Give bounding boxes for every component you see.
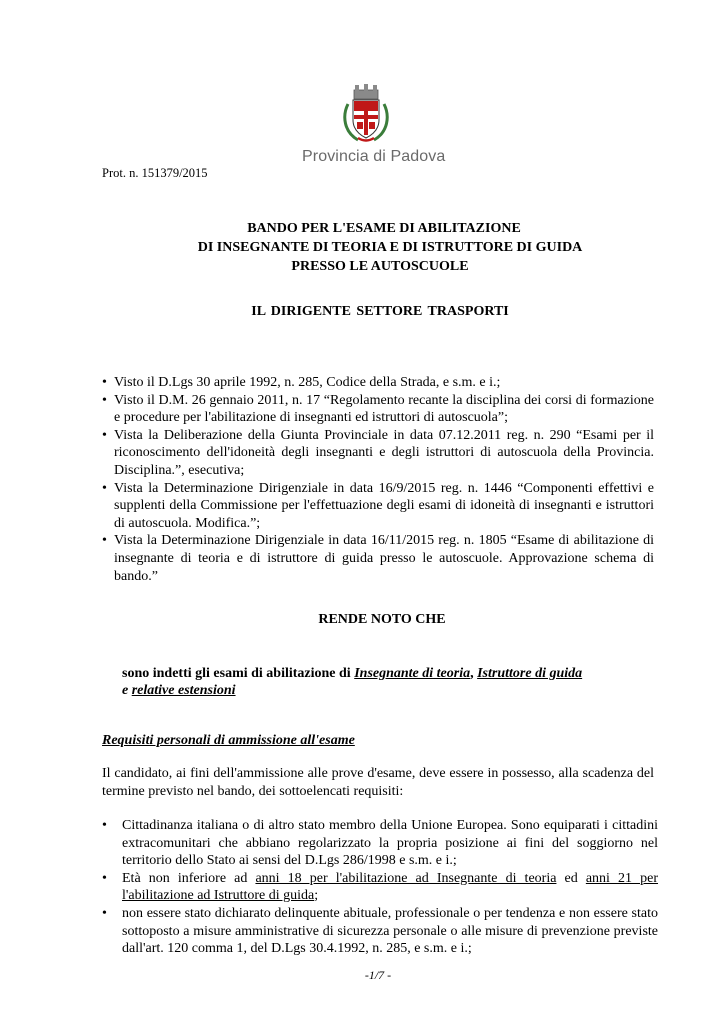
- exam-driving-instructor: Istruttore di guida: [477, 666, 583, 681]
- requirements-list: [102, 817, 658, 958]
- exam-announcement: [122, 665, 632, 699]
- requirement-text: Cittadinanza italiana o di altro stato membro della Unione Europea. Sono equiparati i cittadini extracomunitari che abbiano regolarizzato la propria posizione ai fini del soggiorno nel territorio dello Stato ai sensi del D.Lgs 286/1998 e s.m. e i.;: [122, 818, 658, 869]
- requirement-age-teacher: anni 18 per l'abilitazione ad Insegnante di teoria: [255, 870, 557, 886]
- list-item: [102, 532, 654, 585]
- body-paragraph: Il candidato, ai fini dell'ammissione alle prove d'esame, deve essere in possesso, alla scadenza del termine previsto nel bando, dei sottoelencati requisiti:: [102, 766, 654, 799]
- coat-of-arms-icon: [340, 82, 392, 144]
- exam-extensions: relative estensioni: [131, 683, 236, 698]
- list-item: [102, 427, 654, 480]
- bullet: •: [102, 392, 107, 408]
- list-item: [102, 905, 658, 958]
- section-heading: Requisiti personali di ammissione all'esame: [102, 733, 355, 748]
- requirement-text: non essere stato dichiarato delinquente abituale, professionale o per tendenza e non essere stato sottoposto a misure amministrative di sicurezza personale o alle misure di prevenzione previste dall'art. 120 comma 1, del D.Lgs 30.4.1992, n. 285, e s.m. e i.;: [122, 905, 658, 957]
- list-item: [102, 480, 654, 533]
- separator: ,: [470, 666, 478, 681]
- bullet: •: [102, 870, 107, 886]
- requirement-text: Età non inferiore ad: [122, 870, 256, 886]
- announcement-text: e: [122, 683, 132, 698]
- requirement-text: ed: [556, 870, 586, 886]
- bullet: •: [102, 427, 107, 443]
- announcement-heading: RENDE NOTO CHE: [318, 612, 446, 627]
- requirement-age-instructor: anni 21 per l'abilitazione ad Istruttore di guida: [122, 870, 659, 904]
- bullet: •: [102, 375, 107, 390]
- bullet: •: [102, 480, 107, 496]
- bullet: •: [102, 533, 107, 549]
- list-item: [102, 392, 654, 427]
- title-line-1: BANDO PER L'ESAME DI ABILITAZIONE: [247, 221, 521, 236]
- issuer-heading: IL DIRIGENTE SETTORE TRASPORTI: [251, 304, 509, 319]
- premise-text: Visto il D.Lgs 30 aprile 1992, n. 285, Codice della Strada, e s.m. e i.;: [114, 375, 501, 390]
- title-line-2: DI INSEGNANTE DI TEORIA E DI ISTRUTTORE DI GUIDA: [197, 240, 583, 255]
- document-title: [0, 219, 724, 276]
- premise-text: Vista la Deliberazione della Giunta Provinciale in data 07.12.2011 reg. n. 290 “Esami per il riconoscimento dell'idoneità degli insegnanti e degli istruttori di autoscuola della Provincia. Disciplina.”, esecutiva;: [114, 427, 654, 478]
- announcement-text: sono indetti gli esami di abilitazione di: [122, 666, 355, 681]
- list-item: [102, 374, 654, 392]
- page-number: -1/7 -: [364, 968, 392, 982]
- premise-text: Vista la Determinazione Dirigenziale in data 16/11/2015 reg. n. 1805 “Esame di abilitazione di insegnante di teoria e di istruttore di guida presso le autoscuole. Approvazione schema di bando.”: [114, 533, 654, 584]
- title-line-3: PRESSO LE AUTOSCUOLE: [291, 259, 469, 274]
- premise-text: Visto il D.M. 26 gennaio 2011, n. 17 “Regolamento recante la disciplina dei corsi di formazione e procedure per l'abilitazione di insegnanti ed istruttori di autoscuola”;: [114, 392, 654, 426]
- list-item: [102, 870, 658, 905]
- bullet: •: [102, 905, 107, 921]
- bullet: •: [102, 818, 107, 833]
- protocol-number: Prot. n. 151379/2015: [102, 166, 208, 180]
- list-item: [102, 817, 658, 870]
- premise-text: Vista la Determinazione Dirigenziale in data 16/9/2015 reg. n. 1446 “Componenti effettivi e supplenti della Commissione per l'effettuazione degli esami di idoneità di insegnanti e istruttori di autoscuola. Modifica.”;: [114, 480, 654, 531]
- premises-list: [102, 374, 654, 585]
- organization-name: Provincia di Padova: [302, 148, 446, 165]
- requirement-text: ;: [314, 888, 319, 904]
- exam-teacher-theory: Insegnante di teoria: [354, 666, 471, 681]
